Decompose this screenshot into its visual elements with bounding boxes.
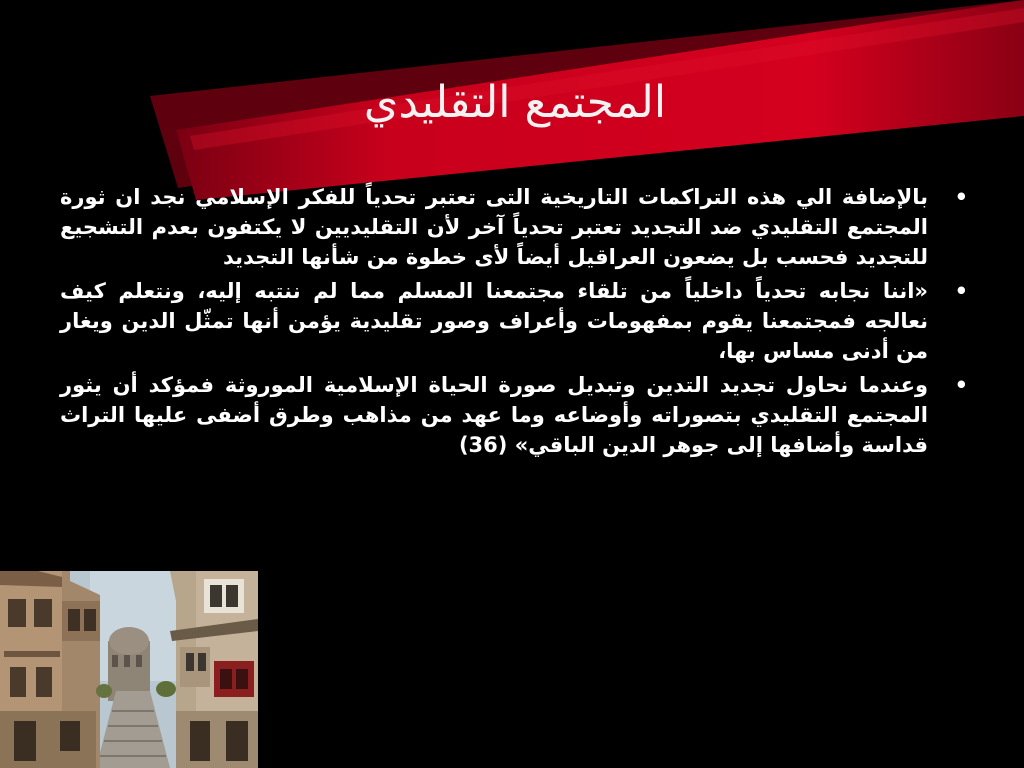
bullet-marker: • (954, 373, 968, 397)
bullet-item-3 (60, 370, 970, 460)
old-street-image (0, 571, 258, 768)
bullet-list (60, 182, 970, 464)
bullet-item-1 (60, 182, 970, 272)
slide-title: المجتمع التقليدي (363, 77, 667, 128)
bullet-marker: • (954, 279, 968, 303)
bullet-text-1: بالإضافة الي هذه التراكمات التاريخية التى تعتبر تحدياً للفكر الإسلامي نجد ان ثورة المجتمع التقليدي ضد التجديد تعتبر تحدياً آخر لأن التقليديين لا يكتفون بعدم التشجيع للتجديد فحسب بل يضعون العراقيل أيضاً لأى خطوة من شأنها التجديد (60, 185, 928, 269)
bullet-item-2 (60, 276, 970, 366)
bullet-marker: • (954, 185, 968, 209)
bullet-text-3: وعندما نحاول تجديد التدين وتبديل صورة الحياة الإسلامية الموروثة فمؤكد أن يثور المجتمع التقليدي بتصوراته وأوضاعه وما عهد من مذاهب وطرق أضفى عليها التراث قداسة وأضافها إلى جوهر الدين الباقي» (36) (60, 373, 928, 457)
bullet-text-2: «اننا نجابه تحدياً داخلياً من تلقاء مجتمعنا المسلم مما لم ننتبه إليه، ونتعلم كيف نعالجه فمجتمعنا يقوم بمفهومات وأعراف وصور تقليدية يؤمن أنها تمثّل الدين ويغار من أدنى مساس بها، (60, 279, 928, 363)
